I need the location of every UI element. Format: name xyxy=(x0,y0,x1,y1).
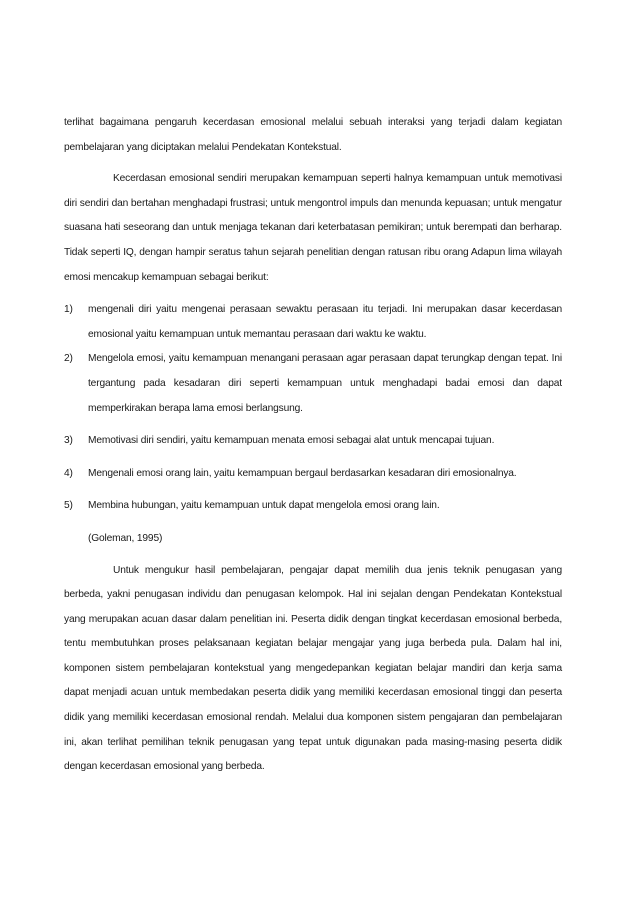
list-item xyxy=(64,462,562,487)
list-item-number: 5) xyxy=(64,500,73,512)
citation: (Goleman, 1995) xyxy=(88,532,163,544)
paragraph-assessment: Untuk mengukur hasil pembelajaran, pengajar dapat memilih dua jenis teknik penugasan yang berbeda, yakni penugasan individu dan penugasan kelompok. Hal ini sejalan dengan Pendekatan Kontekstual yang merupakan acuan dasar dalam penelitian ini. Peserta didik dengan tingkat kecerdasan emosional berbeda, tentu membutuhkan proses pelaksanaan kegiatan belajar mengajar yang juga berbeda pula. Dalam hal ini, komponen sistem pembelajaran kontekstual yang mengedepankan kegiatan belajar mandiri dan kerja sama dapat menjadi acuan untuk membedakan peserta didik yang memiliki kecerdasan emosional tinggi dan peserta didik yang memiliki kecerdasan emosional rendah. Melalui dua komponen sistem pengajaran dan pembelajaran ini, akan terlihat pemilihan teknik penugasan yang tepat untuk digunakan pada masing-masing peserta didik dengan kecerdasan emosional yang berbeda. xyxy=(64,564,562,773)
list-item-text: Mengenali emosi orang lain, yaitu kemampuan bergaul berdasarkan kesadaran diri emosionalnya. xyxy=(88,467,517,479)
emotion-domains-list xyxy=(64,298,562,519)
list-item-text: Mengelola emosi, yaitu kemampuan menangani perasaan agar perasaan dapat terungkap dengan tepat. Ini tergantung pada kesadaran diri seperti kemampuan untuk menghadapi badai emosi dan dapat memperkirakan berapa lama emosi berlangsung. xyxy=(88,353,562,414)
paragraph-intro: terlihat bagaimana pengaruh kecerdasan emosional melalui sebuah interaksi yang terjadi dalam kegiatan pembelajaran yang diciptakan melalui Pendekatan Kontekstual. xyxy=(64,117,562,153)
list-item-number: 2) xyxy=(64,353,73,365)
paragraph-emotional-intelligence: Kecerdasan emosional sendiri merupakan kemampuan seperti halnya kemampuan untuk memotivasi diri sendiri dan bertahan menghadapi frustrasi; untuk mengontrol impuls dan menunda kepuasan; untuk mengatur suasana hati seseorang dan untuk menjaga tekanan dari keterbatasan pemikiran; untuk berempati dan berharap. Tidak seperti IQ, dengan hampir seratus tahun sejarah penelitian dengan ratusan ribu orang Adapun lima wilayah emosi mencakup kemampuan sebagai berikut: xyxy=(64,173,562,283)
list-item-text: Memotivasi diri sendiri, yaitu kemampuan menata emosi sebagai alat untuk mencapai tujuan. xyxy=(88,435,495,447)
list-item-text: Membina hubungan, yaitu kemampuan untuk dapat mengelola emosi orang lain. xyxy=(88,500,440,512)
list-item xyxy=(64,298,562,347)
list-item xyxy=(64,347,562,421)
list-item xyxy=(64,429,562,454)
list-item xyxy=(64,494,562,519)
document-body xyxy=(64,111,562,780)
list-item-number: 4) xyxy=(64,467,73,479)
list-item-number: 3) xyxy=(64,435,73,447)
list-item-text: mengenali diri yaitu mengenai perasaan sewaktu perasaan itu terjadi. Ini merupakan dasar kecerdasan emosional yaitu kemampuan untuk memantau perasaan dari waktu ke waktu. xyxy=(88,304,562,340)
list-item-number: 1) xyxy=(64,304,73,316)
